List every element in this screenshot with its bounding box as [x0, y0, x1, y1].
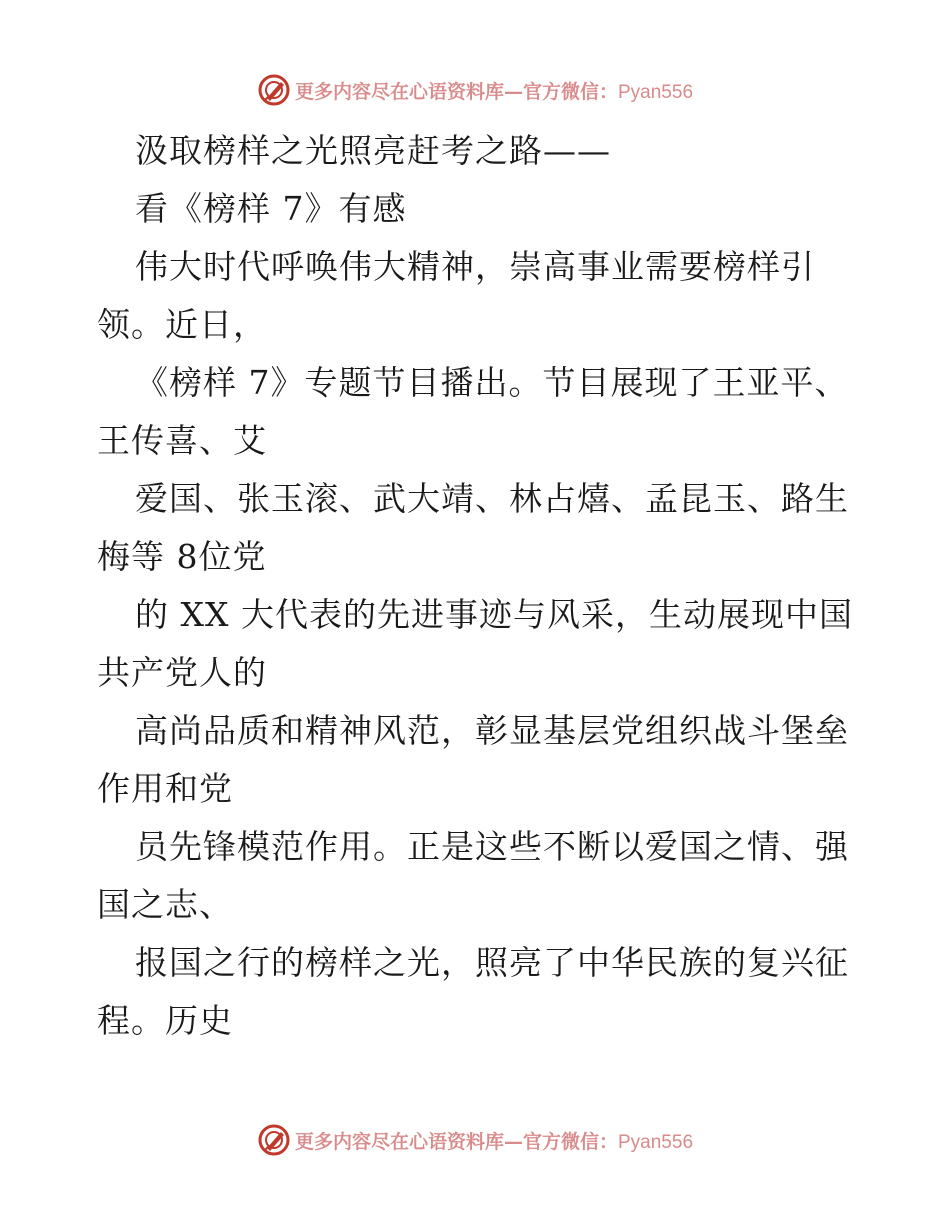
text-line: 梅等 8位党	[97, 537, 267, 576]
text-line: 汲取榜样之光照亮赶考之路——	[135, 131, 611, 170]
text-line: 员先锋模范作用。正是这些不断以爱国之情、强	[135, 827, 849, 866]
text-line: 爱国、张玉滚、武大靖、林占熺、孟昆玉、路生	[135, 479, 849, 518]
document-body	[97, 122, 867, 1050]
footer-wechat-id: Pyan556	[618, 1131, 694, 1153]
footer-banner	[0, 1120, 950, 1160]
text-line: 领。近日，	[97, 305, 267, 344]
text-line: 看《榜样 7》有感	[135, 189, 407, 228]
text-line: 国之志、	[97, 885, 233, 924]
text-line: 共产党人的	[97, 653, 267, 692]
text-line: 程。历史	[97, 1001, 233, 1040]
text-line: 《榜样 7》专题节目播出。节目展现了王亚平、	[135, 363, 849, 402]
footer-banner-text: 更多内容尽在心语资料库—官方微信：Pyan556	[294, 1130, 694, 1153]
text-line: 作用和党	[97, 769, 233, 808]
text-line: 报国之行的榜样之光，照亮了中华民族的复兴征	[135, 943, 849, 982]
header-banner-text: 更多内容尽在心语资料库—官方微信：Pyan556	[294, 80, 694, 103]
header-banner	[0, 70, 950, 110]
pen-nib-logo-icon	[257, 1123, 291, 1157]
pen-nib-logo-icon	[257, 73, 291, 107]
text-line: 高尚品质和精神风范，彰显基层党组织战斗堡垒	[135, 711, 849, 750]
text-line: 王传喜、艾	[97, 421, 267, 460]
text-line: 伟大时代呼唤伟大精神，崇高事业需要榜样引	[135, 247, 815, 286]
text-line: 的 XX 大代表的先进事迹与风采，生动展现中国	[135, 595, 853, 634]
header-wechat-id: Pyan556	[618, 81, 694, 103]
